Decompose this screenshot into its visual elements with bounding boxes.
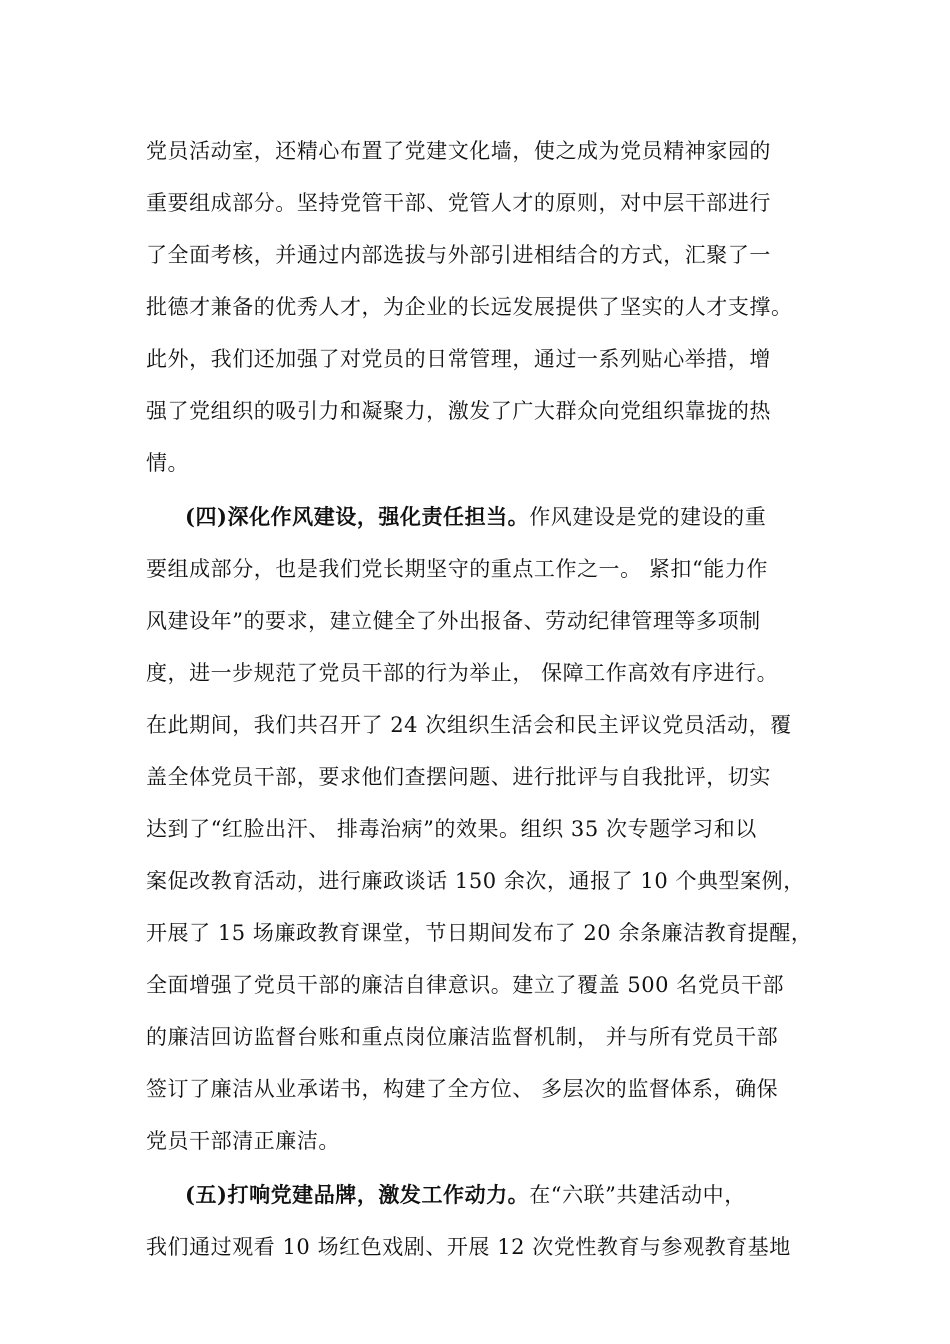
paragraph-line: 在此期间，我们共召开了 24 次组织生活会和民主评议党员活动，覆 bbox=[146, 713, 792, 737]
paragraph-line: 度，进一步规范了党员干部的行为举止， 保障工作高效有序进行。 bbox=[146, 661, 779, 685]
paragraph-line: 了全面考核，并通过内部选拔与外部引进相结合的方式，汇聚了一 bbox=[146, 243, 771, 267]
section-heading-5: (五)打响党建品牌，激发工作动力。 bbox=[185, 1182, 530, 1207]
paragraph-line: 党员干部清正廉洁。 bbox=[146, 1129, 340, 1153]
paragraph-line: 案促改教育活动，进行廉政谈话 150 余次，通报了 10 个典型案例， bbox=[146, 869, 805, 893]
paragraph-line: 此外，我们还加强了对党员的日常管理，通过一系列贴心举措，增 bbox=[146, 347, 771, 371]
paragraph-line: 开展了 15 场廉政教育课堂，节日期间发布了 20 余条廉洁教育提醒， bbox=[146, 921, 813, 945]
paragraph-line: 重要组成部分。坚持党管干部、党管人才的原则，对中层干部进行 bbox=[146, 191, 771, 215]
paragraph-line: 强了党组织的吸引力和凝聚力，激发了广大群众向党组织靠拢的热 bbox=[146, 399, 771, 423]
paragraph-line: 风建设年”的要求，建立健全了外出报备、劳动纪律管理等多项制 bbox=[146, 609, 761, 633]
paragraph-line: 的廉洁回访监督台账和重点岗位廉洁监督机制， 并与所有党员干部 bbox=[146, 1025, 779, 1049]
section-intro-text: 在“六联”共建活动中， bbox=[529, 1183, 746, 1207]
section-first-line bbox=[185, 1181, 746, 1209]
paragraph-line: 批德才兼备的优秀人才，为企业的长远发展提供了坚实的人才支撑。 bbox=[146, 295, 793, 319]
section-first-line bbox=[185, 503, 766, 531]
paragraph-line: 盖全体党员干部，要求他们查摆问题、进行批评与自我批评，切实 bbox=[146, 765, 771, 789]
paragraph-line: 党员活动室，还精心布置了党建文化墙，使之成为党员精神家园的 bbox=[146, 139, 771, 163]
paragraph-line: 达到了“红脸出汗、 排毒治病”的效果。组织 35 次专题学习和以 bbox=[146, 817, 757, 841]
paragraph-line: 签订了廉洁从业承诺书，构建了全方位、 多层次的监督体系，确保 bbox=[146, 1077, 779, 1101]
paragraph-line: 我们通过观看 10 场红色戏剧、开展 12 次党性教育与参观教育基地 bbox=[146, 1235, 791, 1259]
paragraph-line: 要组成部分，也是我们党长期坚守的重点工作之一。 紧扣“能力作 bbox=[146, 557, 768, 581]
section-heading-4: (四)深化作风建设，强化责任担当。 bbox=[185, 504, 530, 529]
paragraph-line: 全面增强了党员干部的廉洁自律意识。建立了覆盖 500 名党员干部 bbox=[146, 973, 785, 997]
section-intro-text: 作风建设是党的建设的重 bbox=[529, 505, 767, 529]
paragraph-line: 情。 bbox=[146, 451, 190, 475]
